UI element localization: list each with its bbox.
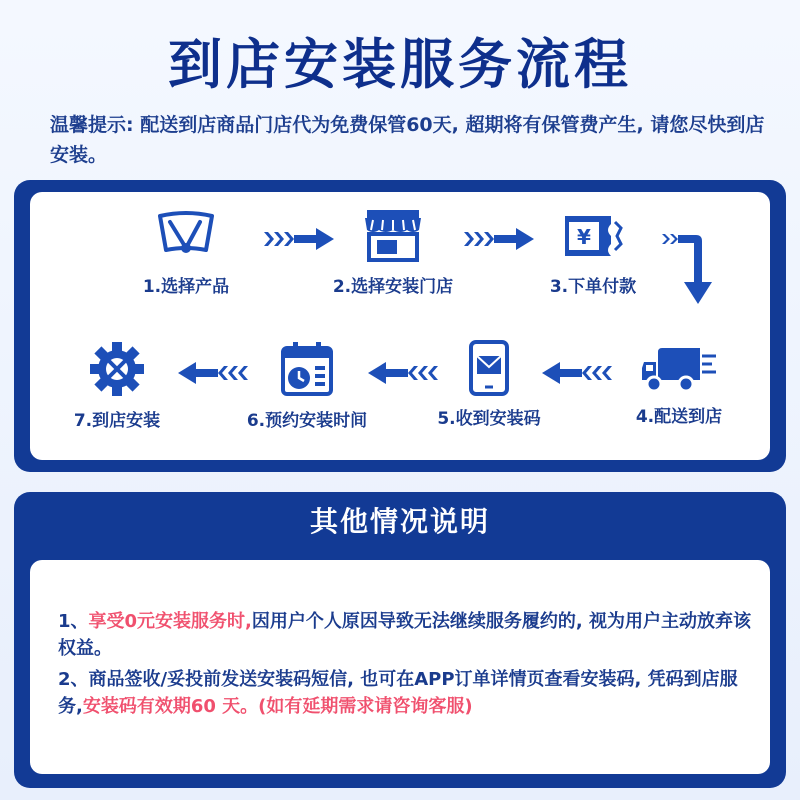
step-5-label: 5.收到安装码	[437, 409, 541, 429]
step-2	[318, 206, 468, 297]
arrow-turn-down-icon	[662, 226, 720, 306]
info-item-1-prefix: 1、	[58, 611, 89, 632]
step-6-label: 6.预约安装时间	[246, 411, 368, 431]
info-item-1-text: 因用户个人原因导致无法继续服务履约的, 视为用户主动放弃该权益。	[58, 611, 752, 659]
svg-text:¥: ¥	[577, 225, 591, 249]
step-4-label: 4.配送到店	[635, 407, 723, 427]
step-2-label: 2.选择安装门店	[332, 277, 454, 297]
page-title: 到店安装服务流程	[168, 33, 632, 96]
step-3	[518, 208, 668, 297]
tools-gear-icon	[87, 340, 147, 398]
wiper-icon	[154, 208, 218, 264]
calendar-clock-icon	[277, 340, 337, 398]
step-7	[42, 340, 192, 431]
step-4	[604, 342, 754, 427]
delivery-truck-icon	[640, 342, 718, 394]
phone-message-icon	[465, 340, 513, 396]
step-1-label: 1.选择产品	[142, 277, 230, 297]
store-icon	[361, 206, 425, 264]
step-6	[232, 340, 382, 431]
info-item-2-text: 2、商品签收/妥投前发送安装码短信, 也可在APP订单详情页查看安装码, 凭码到店服务,	[58, 669, 738, 717]
info-item-2	[58, 666, 758, 720]
payment-ticket-icon	[559, 208, 627, 264]
notice-text: 温馨提示: 配送到店商品门店代为免费保管60天, 超期将有保管费产生, 请您尽快到店安装。	[50, 114, 765, 166]
info-item-2-highlight: 安装码有效期60 天。(如有延期需求请咨询客服)	[82, 696, 473, 717]
step-7-label: 7.到店安装	[73, 411, 161, 431]
info-title: 其他情况说明	[309, 505, 490, 538]
step-3-label: 3.下单付款	[549, 277, 637, 297]
info-text	[58, 608, 758, 724]
info-item-1-highlight: 享受0元安装服务时,	[88, 611, 252, 632]
info-item-1	[58, 608, 758, 662]
step-1	[111, 208, 261, 297]
